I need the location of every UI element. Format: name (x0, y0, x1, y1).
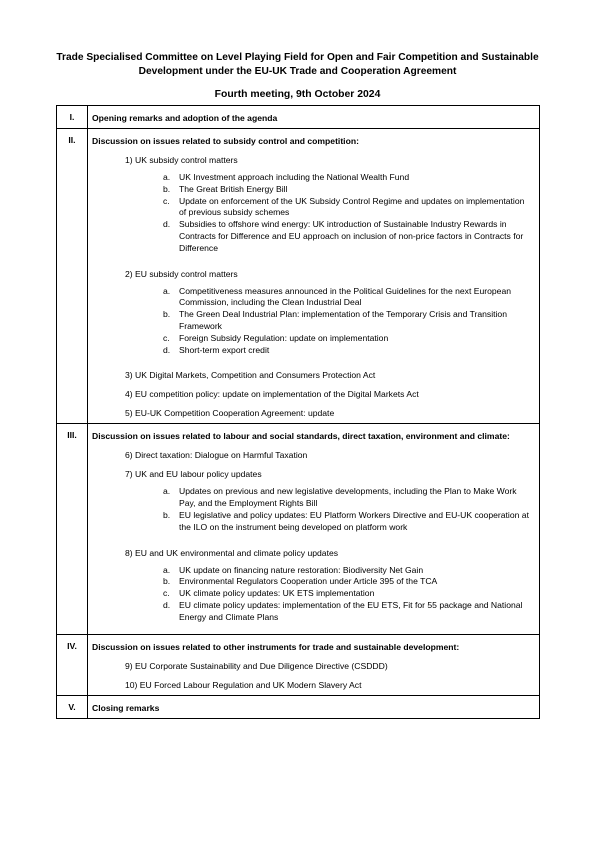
sub-item-marker: d. (163, 219, 171, 230)
sub-item-list (163, 172, 533, 255)
spacer (92, 534, 533, 540)
agenda-item: 2) EU subsidy control matters (125, 268, 238, 279)
sub-item (163, 588, 533, 600)
agenda-section-row (57, 424, 540, 634)
section-heading: Discussion on issues related to subsidy control and competition: (92, 136, 359, 146)
sub-item-text: UK climate policy updates: UK ETS implementation (179, 588, 375, 599)
sub-item (163, 309, 533, 333)
title-line-1: Trade Specialised Committee on Level Playing Field for Open and Fair Competition and Sustainable (56, 52, 539, 63)
sub-item-marker: c. (163, 195, 170, 206)
agenda-item: 9) EU Corporate Sustainability and Due Diligence Directive (CSDDD) (125, 660, 388, 671)
sub-item-list (163, 486, 533, 533)
sub-item-text: Subsidies to offshore wind energy: UK introduction of Sustainable Industry Rewards in Contracts for Difference and EU approach on inclusion of non-price factors in Contracts for Difference (179, 219, 524, 253)
sub-item-marker: b. (163, 509, 171, 520)
sub-item (163, 600, 533, 624)
section-heading: Opening remarks and adoption of the agenda (92, 113, 278, 123)
sub-item (163, 486, 533, 510)
agenda-body (57, 106, 540, 719)
agenda-item: 4) EU competition policy: update on implementation of the Digital Markets Act (125, 389, 419, 400)
sub-item (163, 196, 533, 220)
sub-item (163, 345, 533, 357)
section-number: III. (57, 424, 88, 634)
section-number: II. (57, 129, 88, 424)
sub-item-text: EU legislative and policy updates: EU Platform Workers Directive and EU-UK cooperation at the ILO on the instrument being developed on platform work (179, 509, 529, 532)
sub-item-marker: a. (163, 285, 171, 296)
agenda-item: 3) UK Digital Markets, Competition and Consumers Protection Act (125, 370, 376, 381)
sub-item (163, 333, 533, 345)
section-number: V. (57, 695, 88, 718)
agenda-item: 6) Direct taxation: Dialogue on Harmful Taxation (125, 450, 308, 461)
sub-item-marker: c. (163, 588, 170, 599)
sub-item-text: UK update on financing nature restoration: Biodiversity Net Gain (179, 564, 424, 575)
sub-item-marker: b. (163, 183, 171, 194)
sub-item-text: Short-term export credit (179, 344, 270, 355)
agenda-section-row (57, 695, 540, 718)
sub-item-marker: a. (163, 486, 171, 497)
sub-item-marker: d. (163, 599, 171, 610)
agenda-item: 7) UK and EU labour policy updates (125, 469, 262, 480)
agenda-section-row (57, 106, 540, 129)
sub-item-text: EU climate policy updates: implementation of the EU ETS, Fit for 55 package and National Energy and Climate Plans (179, 599, 523, 622)
sub-item-list (163, 286, 533, 357)
section-number: I. (57, 106, 88, 129)
sub-item (163, 172, 533, 184)
sub-item (163, 219, 533, 254)
spacer (92, 255, 533, 261)
section-heading: Discussion on issues related to labour and social standards, direct taxation, environment and climate: (92, 431, 510, 442)
sub-item-text: The Green Deal Industrial Plan: implementation of the Temporary Crisis and Transition Framework (179, 309, 507, 331)
document-title (40, 51, 555, 79)
section-content (88, 129, 540, 424)
sub-item (163, 510, 533, 534)
agenda-item: 5) EU-UK Competition Cooperation Agreement: update (125, 408, 335, 419)
section-content (88, 424, 540, 634)
sub-item-marker: b. (163, 309, 171, 320)
sub-item-marker: b. (163, 576, 171, 587)
section-heading: Discussion on issues related to other instruments for trade and sustainable development: (92, 641, 460, 652)
agenda-table (56, 105, 540, 719)
sub-item (163, 286, 533, 310)
sub-item-marker: c. (163, 332, 170, 343)
sub-item (163, 565, 533, 577)
sub-item-text: Foreign Subsidy Regulation: update on implementation (179, 332, 389, 343)
agenda-item: 1) UK subsidy control matters (125, 155, 238, 165)
agenda-item: 8) EU and UK environmental and climate policy updates (125, 547, 339, 558)
agenda-section-row (57, 634, 540, 695)
agenda-section-row (57, 129, 540, 424)
section-content (88, 634, 540, 695)
sub-item-marker: a. (163, 172, 171, 182)
sub-item-text: Environmental Regulators Cooperation under Article 395 of the TCA (179, 576, 438, 587)
sub-item (163, 576, 533, 588)
agenda-item: 10) EU Forced Labour Regulation and UK Modern Slavery Act (125, 679, 362, 690)
spacer (92, 356, 533, 362)
section-number: IV. (57, 634, 88, 695)
sub-item-marker: a. (163, 564, 171, 575)
section-heading: Closing remarks (92, 702, 160, 713)
sub-item-list (163, 565, 533, 624)
sub-item-marker: d. (163, 344, 171, 355)
sub-item (163, 184, 533, 196)
section-content (88, 695, 540, 718)
sub-item-text: Update on enforcement of the UK Subsidy Control Regime and updates on implementation of previous subsidy schemes (179, 195, 525, 218)
sub-item-text: Competitiveness measures announced in the Political Guidelines for the next European Commission, including the Clean Industrial Deal (179, 285, 512, 308)
title-line-2: Development under the EU-UK Trade and Cooperation Agreement (138, 66, 457, 77)
section-content (88, 106, 540, 129)
sub-item-text: The Great British Energy Bill (179, 183, 288, 194)
sub-item-text: UK Investment approach including the National Wealth Fund (179, 172, 410, 182)
sub-item-text: Updates on previous and new legislative developments, including the Plan to Make Work Pay, and the Employment Rights Bill (179, 486, 517, 509)
meeting-subtitle: Fourth meeting, 9th October 2024 (214, 89, 381, 100)
spacer (92, 624, 533, 630)
